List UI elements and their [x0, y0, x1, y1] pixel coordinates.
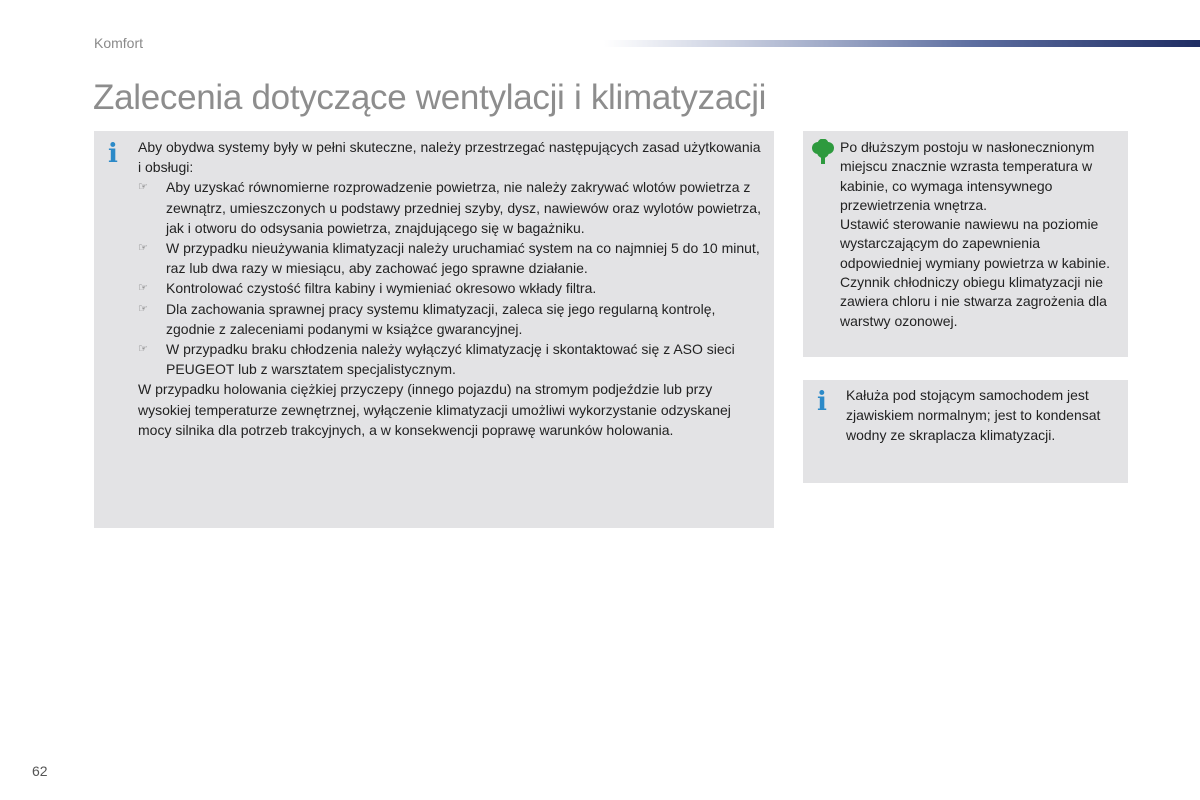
eco-paragraph-2: Ustawić sterowanie nawiewu na poziomie wystarczającym do zapewnienia odpowiedniej wymiany powietrza w kabinie. — [840, 216, 1111, 271]
eco-paragraph-3: Czynnik chłodniczy obiegu klimatyzacji nie zawiera chloru i nie stwarza zagrożenia dla warstwy ozonowej. — [840, 274, 1107, 329]
pointing-hand-icon: ☞ — [138, 242, 148, 255]
section-label: Komfort — [94, 35, 144, 51]
info-icon: i — [817, 387, 827, 417]
list-item — [138, 177, 762, 238]
info-icon: i — [108, 139, 118, 169]
bullet-text: Kontrolować czystość filtra kabiny i wymieniać okresowo wkłady filtra. — [166, 280, 597, 297]
list-item — [138, 238, 762, 278]
pointing-hand-icon: ☞ — [138, 181, 148, 194]
eco-tip-box — [803, 131, 1128, 357]
bullet-text: W przypadku braku chłodzenia należy wyłączyć klimatyzację i skontaktować się z ASO sieci PEUGEOT lub z warsztatem specjalistycznym. — [166, 341, 735, 378]
list-item — [138, 339, 762, 379]
header-gradient-bar — [604, 40, 1200, 47]
condensation-info-box — [803, 380, 1128, 483]
main-closing-text: W przypadku holowania ciężkiej przyczepy (innego pojazdu) na stromym podjeździe lub przy wysokiej temperaturze zewnętrznej, wyłączenie klimatyzacji umożliwi wykorzystanie odzyskanej mocy silnika dla potrzeb trakcyjnych, a w konsekwencji poprawę warunków holowania. — [138, 381, 731, 438]
pointing-hand-icon: ☞ — [138, 343, 148, 356]
bullet-text: W przypadku nieużywania klimatyzacji należy uruchamiać system na co najmniej 5 do 10 minut, raz lub dwa razy w miesiącu, aby zachować jego sprawne działanie. — [166, 240, 760, 277]
main-bullet-list — [138, 177, 762, 379]
bullet-text: Aby uzyskać równomierne rozprowadzenie powietrza, nie należy zakrywać wlotów powietrza z zewnątrz, umieszczonych u podstawy przedniej szyby, dysz, nawiewów oraz wylotów powietrza, jak i otworu do odsysania powietrza, znajdującego się w bagażniku. — [166, 179, 761, 236]
pointing-hand-icon: ☞ — [138, 302, 148, 315]
main-info-box — [94, 131, 774, 528]
main-intro-text: Aby obydwa systemy były w pełni skuteczne, należy przestrzegać następujących zasad użytkowania i obsługi: — [138, 139, 761, 176]
page-title: Zalecenia dotyczące wentylacji i klimatyzacji — [93, 78, 767, 117]
tree-icon — [811, 139, 835, 165]
eco-paragraph-1: Po dłuższym postoju w nasłonecznionym miejscu znacznie wzrasta temperatura w kabinie, co wymaga intensywnego przewietrzenia wnętrza. — [840, 139, 1095, 213]
page-number: 62 — [32, 763, 48, 779]
condensation-text: Kałuża pod stojącym samochodem jest zjawiskiem normalnym; jest to kondensat wodny ze skraplacza klimatyzacji. — [846, 387, 1101, 444]
list-item — [138, 278, 762, 298]
list-item — [138, 299, 762, 339]
bullet-text: Dla zachowania sprawnej pracy systemu klimatyzacji, zaleca się jego regularną kontrolę, zgodnie z zaleceniami podanymi w książce gwarancyjnej. — [166, 300, 716, 337]
pointing-hand-icon: ☞ — [138, 282, 148, 295]
